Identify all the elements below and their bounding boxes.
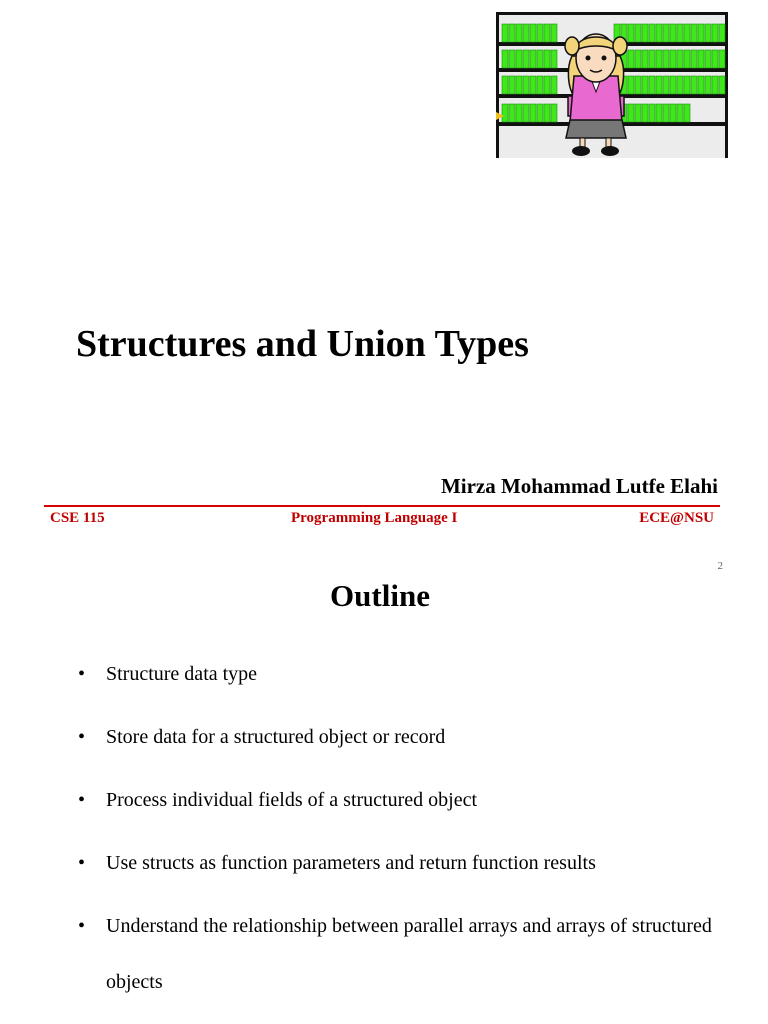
footer-subject: Programming Language I	[291, 510, 458, 526]
bullet-list	[78, 646, 728, 1017]
list-item	[78, 835, 728, 891]
bullet-text: Process individual fields of a structured object	[106, 789, 478, 811]
author-name: Mirza Mohammad Lutfe Elahi	[440, 474, 718, 498]
slide-title: Structures and Union Types	[76, 323, 529, 365]
footer-dept: ECE@NSU	[639, 510, 714, 526]
bullet-icon: •	[78, 663, 86, 685]
bullet-text: Store data for a structured object or record	[106, 726, 446, 748]
outline-heading: Outline	[330, 578, 430, 613]
library-girl-icon	[496, 12, 728, 158]
bullet-icon: •	[78, 789, 86, 811]
bullet-icon: •	[78, 852, 86, 874]
list-item	[78, 898, 728, 1010]
bullet-icon: •	[78, 915, 86, 937]
list-item	[78, 772, 728, 828]
bullet-text: Use structs as function parameters and return function results	[106, 852, 596, 874]
page-number: 2	[717, 560, 723, 572]
list-item	[78, 709, 728, 765]
list-item	[78, 646, 728, 702]
bullet-text: Understand the relationship between parallel arrays and arrays of structured objects	[106, 915, 712, 993]
footer-course: CSE 115	[50, 510, 105, 526]
footer-rule	[44, 505, 720, 507]
outline-slide	[0, 540, 768, 1024]
bullet-icon: •	[78, 726, 86, 748]
bullet-text: Structure data type	[106, 663, 258, 685]
